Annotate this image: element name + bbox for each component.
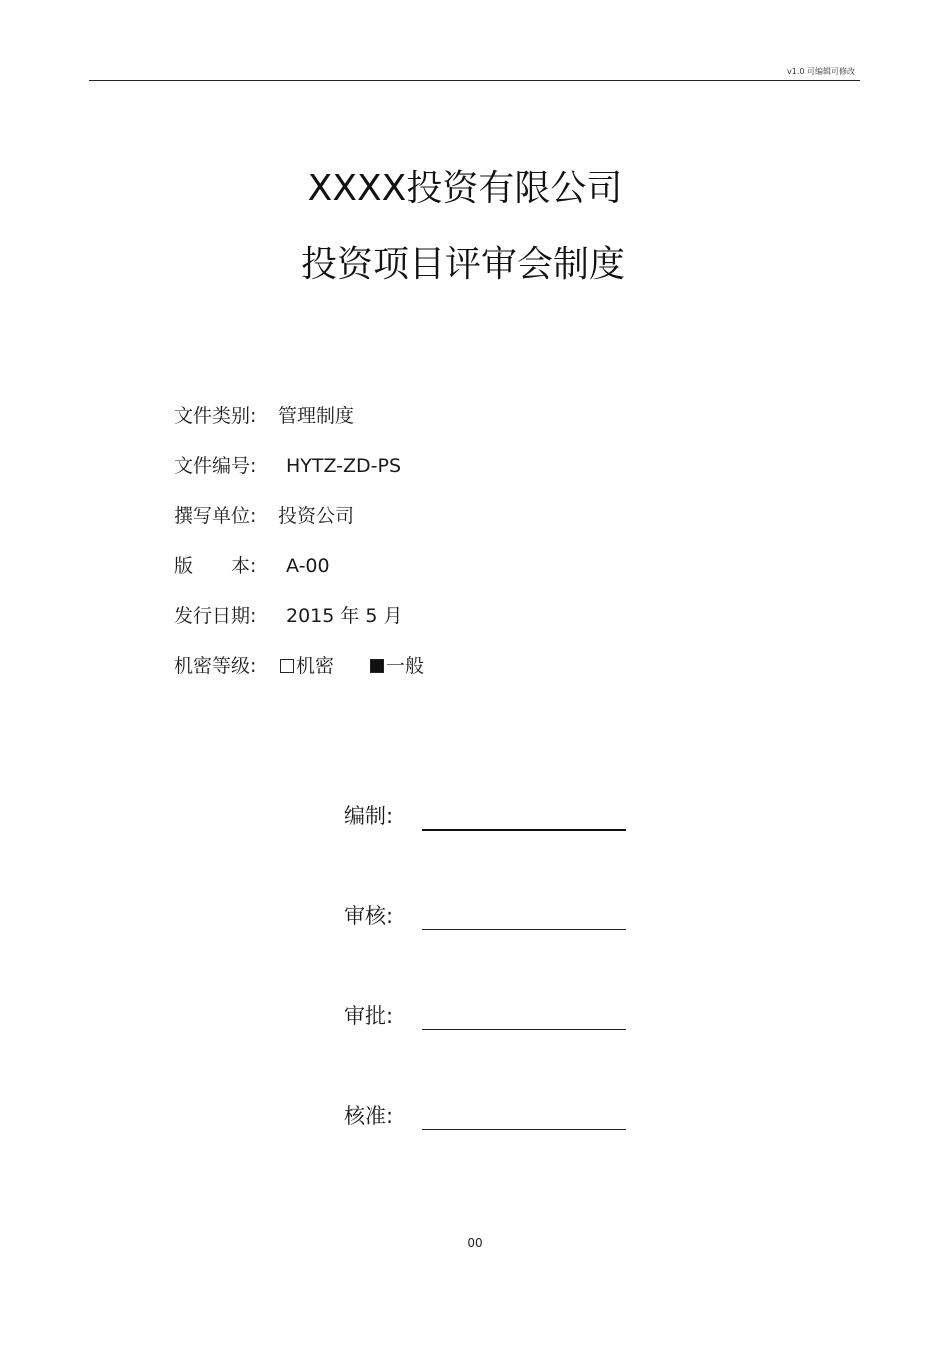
meta-value: 投资公司 <box>278 505 355 527</box>
meta-value: 2015 年 5 月 <box>286 605 403 627</box>
meta-row-confidentiality <box>174 653 424 679</box>
confidential-option-label: 机密 <box>296 655 335 677</box>
company-title: XXXX投资有限公司 <box>307 168 623 209</box>
meta-row-author-unit <box>174 503 354 529</box>
meta-value: A-00 <box>286 555 330 577</box>
signoff-approved <box>344 1001 422 1031</box>
signoff-label: 编制: <box>344 804 394 828</box>
meta-value: HYTZ-ZD-PS <box>286 455 402 477</box>
signoff-label: 审批: <box>344 1004 394 1028</box>
signature-line[interactable] <box>422 1029 626 1030</box>
signoff-reviewed <box>344 901 422 931</box>
page-number: 00 <box>467 1236 483 1250</box>
meta-row-category <box>174 403 354 429</box>
header-rule <box>89 80 860 81</box>
meta-label: 发行日期: <box>174 605 257 627</box>
meta-row-version <box>174 553 330 579</box>
meta-label: 机密等级: <box>174 655 257 677</box>
signoff-prepared <box>344 801 422 831</box>
header-note: v1.0 可编辑可修改 <box>787 67 855 76</box>
meta-value: 管理制度 <box>278 405 355 427</box>
meta-label: 文件编号: <box>174 455 257 477</box>
checked-box-icon[interactable] <box>370 659 384 673</box>
meta-label: 撰写单位: <box>174 505 257 527</box>
meta-row-number <box>174 453 401 479</box>
signature-line[interactable] <box>422 829 626 831</box>
general-option[interactable] <box>370 655 424 677</box>
meta-label: 文件类别: <box>174 405 257 427</box>
signoff-ratified <box>344 1101 422 1131</box>
signoff-label: 审核: <box>344 904 394 928</box>
document-title: 投资项目评审会制度 <box>300 244 625 285</box>
signature-line[interactable] <box>422 929 626 930</box>
signoff-label: 核准: <box>344 1104 394 1128</box>
meta-row-issue-date <box>174 603 403 629</box>
meta-label: 版 本: <box>174 555 257 577</box>
unchecked-box-icon[interactable] <box>280 659 294 673</box>
confidential-option[interactable] <box>280 655 334 677</box>
signature-line[interactable] <box>422 1129 626 1130</box>
general-option-label: 一般 <box>386 655 425 677</box>
